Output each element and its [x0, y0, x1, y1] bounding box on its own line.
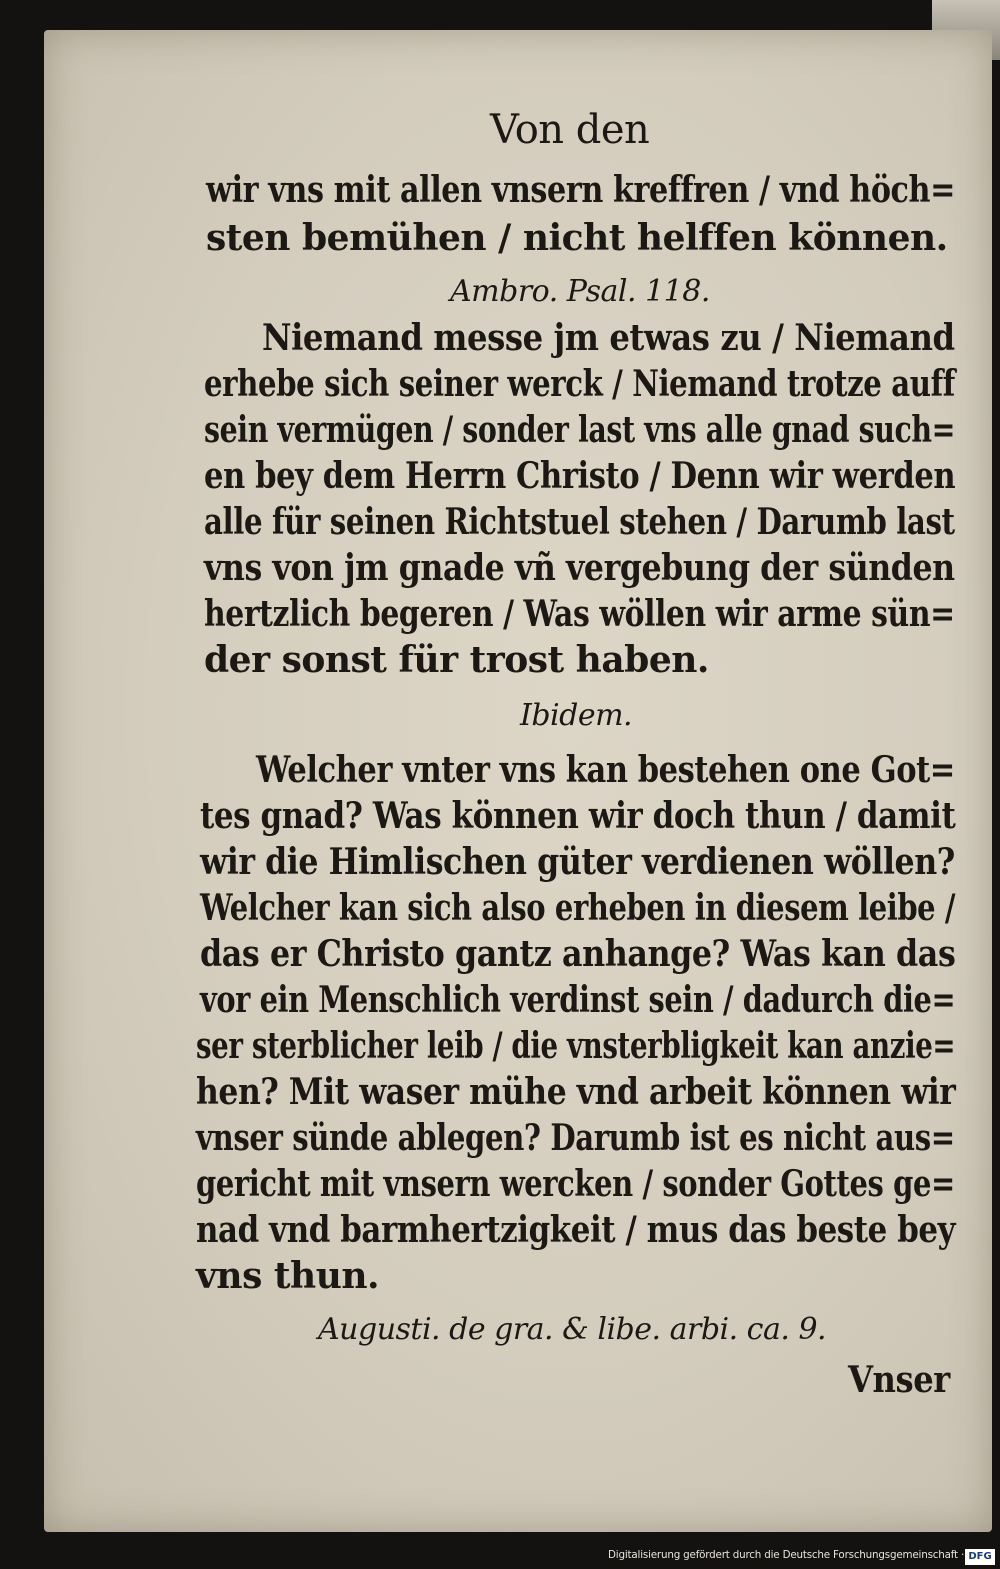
text-line: wir die Himlischen güter verdienen wöllen? — [200, 841, 955, 883]
citation-augusti: Augusti. de gra. & libe. arbi. ca. 9. — [318, 1312, 827, 1347]
text-line: Welcher vnter vns kan bestehen one Got= — [256, 749, 955, 791]
text-line: sein vermügen / sonder last vns alle gnad such= — [204, 409, 956, 451]
text-line: das er Christo gantz anhange? Was kan das — [200, 933, 956, 975]
text-line: vns thun. — [196, 1255, 380, 1297]
digitization-credit: Digitalisierung gefördert durch die Deutsche Forschungsgemeinschaft · — [608, 1548, 965, 1561]
text-line: nad vnd barmhertzigkeit / mus das beste bey — [196, 1209, 956, 1251]
text-line: vnser sünde ablegen? Darumb ist es nicht aus= — [196, 1117, 955, 1159]
dfg-logo: DFG — [965, 1549, 995, 1565]
text-line: alle für seinen Richtstuel stehen / Darumb last — [204, 501, 955, 543]
text-line: ser sterblicher leib / die vnsterbligkeit kan anzie= — [196, 1025, 956, 1067]
catchword: Vnser — [848, 1359, 950, 1401]
text-line: erhebe sich seiner werck / Niemand trotze auff — [204, 363, 955, 405]
text-line: vns von jm gnade vñ vergebung der sünden — [204, 547, 955, 589]
text-line: Welcher kan sich also erheben in diesem leibe / — [200, 887, 956, 929]
text-line: tes gnad? Was können wir doch thun / damit — [200, 795, 956, 837]
text-line: sten bemühen / nicht helffen können. — [206, 217, 948, 259]
text-line: vor ein Menschlich verdinst sein / dadurch die= — [200, 979, 956, 1021]
text-line: gericht mit vnsern wercken / sonder Gottes ge= — [196, 1163, 955, 1205]
citation-ambro: Ambro. Psal. 118. — [450, 274, 710, 309]
text-line: wir vns mit allen vnsern kreffren / vnd höch= — [206, 169, 956, 211]
running-head: Von den — [490, 107, 650, 153]
text-line: hen? Mit waser mühe vnd arbeit können wir — [196, 1071, 956, 1113]
text-line: en bey dem Herrn Christo / Denn wir werden — [204, 455, 956, 497]
text-line: hertzlich begeren / Was wöllen wir arme sün= — [204, 593, 955, 635]
citation-ibidem: Ibidem. — [520, 698, 633, 733]
text-line: der sonst für trost haben. — [204, 639, 709, 681]
text-line: Niemand messe jm etwas zu / Niemand — [262, 317, 955, 359]
